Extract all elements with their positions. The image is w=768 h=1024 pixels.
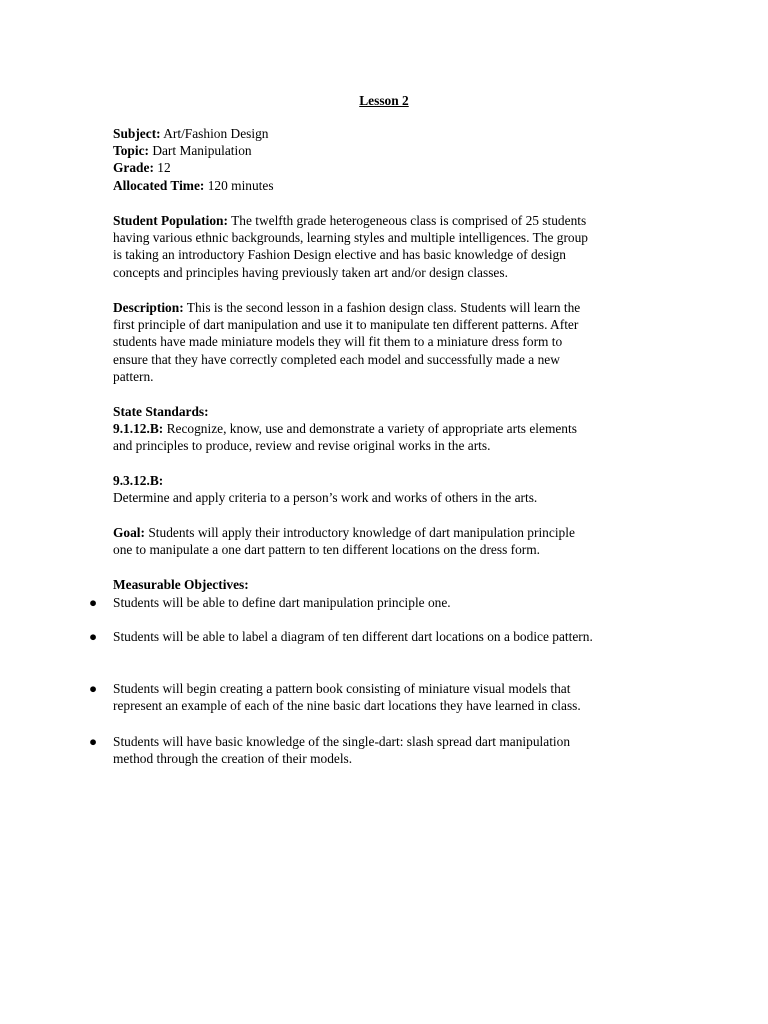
time-value: 120 minutes xyxy=(204,177,274,193)
objectives-heading: Measurable Objectives: xyxy=(113,577,249,592)
grade-value: 12 xyxy=(153,160,171,176)
time-label: Allocated Time: xyxy=(113,177,205,193)
population-line: having various ethnic backgrounds, learning styles and multiple intelligences. The group xyxy=(113,230,589,246)
standards-heading: State Standards: xyxy=(113,404,209,419)
description-line: ensure that they have correctly completed each model and successfully made a new xyxy=(113,351,560,367)
grade-label: Grade: xyxy=(113,160,154,176)
bullet-icon: ● xyxy=(89,629,98,644)
subject-value: Art/Fashion Design xyxy=(160,126,269,141)
description-line: This is the second lesson in a fashion design class. Students will learn the xyxy=(183,300,581,315)
standard-code: 9.1.12.B: xyxy=(113,421,164,437)
population-line: is taking an introductory Fashion Design elective and has basic knowledge of design xyxy=(113,247,566,263)
grade-row xyxy=(113,159,658,176)
subject-label: Subject: xyxy=(113,126,161,141)
standard-code: 9.3.12.B: xyxy=(113,473,164,488)
description-line: first principle of dart manipulation and use it to manipulate ten different patterns. After xyxy=(113,317,579,333)
goal-line: one to manipulate a one dart pattern to ten different locations on the dress form. xyxy=(113,542,541,558)
bullet-icon: ● xyxy=(89,681,98,696)
lesson-title: Lesson 2 xyxy=(359,93,409,108)
objective-text: method through the creation of their models. xyxy=(113,751,353,767)
goal-label: Goal: xyxy=(113,525,145,540)
lesson-info xyxy=(113,125,658,194)
topic-label: Topic: xyxy=(113,143,149,159)
population-line: The twelfth grade heterogeneous class is comprised of 25 students xyxy=(227,213,587,228)
population-line: concepts and principles having previously taken art and/or design classes. xyxy=(113,264,508,280)
objective-text: Students will be able to label a diagram of ten different dart locations on a bodice pattern. xyxy=(113,629,593,644)
goal-paragraph xyxy=(113,524,658,558)
subject-row xyxy=(113,125,658,142)
goal-line: Students will apply their introductory knowledge of dart manipulation principle xyxy=(145,525,575,540)
objective-text: Students will be able to define dart manipulation principle one. xyxy=(113,595,451,610)
objective-text: Students will begin creating a pattern book consisting of miniature visual models that xyxy=(113,681,571,696)
description-label: Description: xyxy=(113,300,184,315)
topic-row xyxy=(113,142,658,159)
description-paragraph xyxy=(113,299,658,385)
bullet-icon: ● xyxy=(89,595,98,610)
description-line: pattern. xyxy=(113,368,154,384)
bullet-icon: ● xyxy=(89,734,98,749)
standard-text: Determine and apply criteria to a person’s work and works of others in the arts. xyxy=(113,490,538,506)
time-row xyxy=(113,177,658,194)
objective-text: represent an example of each of the nine basic dart locations they have learned in class. xyxy=(113,698,581,714)
topic-value: Dart Manipulation xyxy=(148,143,252,159)
student-population-paragraph xyxy=(113,212,658,281)
objective-text: Students will have basic knowledge of the single-dart: slash spread dart manipulation xyxy=(113,734,571,749)
state-standards-section xyxy=(113,403,658,455)
standard-text: and principles to produce, review and revise original works in the arts. xyxy=(113,438,491,454)
population-label: Student Population: xyxy=(113,213,228,228)
standard-2 xyxy=(113,472,658,506)
description-line: students have made miniature models they will fit them to a miniature dress form to xyxy=(113,334,563,350)
standard-text: Recognize, know, use and demonstrate a variety of appropriate arts elements xyxy=(163,421,577,437)
